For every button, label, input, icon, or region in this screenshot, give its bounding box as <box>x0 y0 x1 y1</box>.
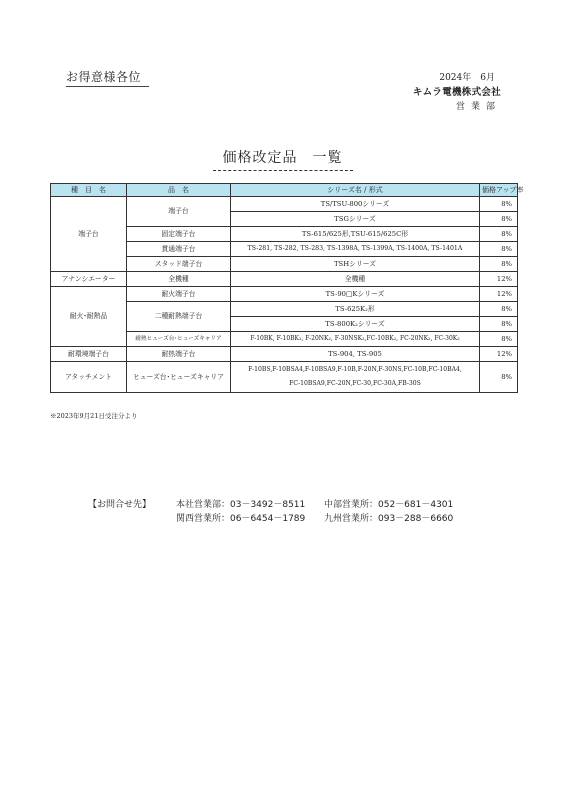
category-cell: 耐環境端子台 <box>51 347 127 362</box>
product-cell: 貫通端子台 <box>127 242 231 257</box>
office-contact: 中部営業所：052－681－4301 <box>324 500 454 510</box>
document-title-text: 価格改定品 一覧 <box>213 147 353 171</box>
contact-label: 【お問合せ先】 <box>88 500 152 510</box>
series-cell: F-10BK, F-10BK₂, F-20NK₂, F-30NSK₂,FC-10BK₂, FC-20NK₂, FC-30K₂ <box>231 332 480 347</box>
series-cell: TS/TSU-800シリーズ <box>231 197 480 212</box>
rate-cell: 12% <box>480 347 518 362</box>
category-cell: アタッチメント <box>51 362 127 393</box>
rate-cell: 8% <box>480 302 518 317</box>
document-title <box>0 147 565 171</box>
department: 営業部 <box>455 102 501 112</box>
office-contact: 九州営業所：093－288－6660 <box>324 514 454 524</box>
rate-cell: 8% <box>480 212 518 227</box>
series-cell: TSHシリーズ <box>231 257 480 272</box>
series-cell: TS-625K₂形 <box>231 302 480 317</box>
category-cell: 端子台 <box>51 197 127 272</box>
table-header-row <box>51 184 518 197</box>
series-cell: TS-281, TS-282, TS-283, TS-1398A, TS-1399A, TS-1400A, TS-1401A <box>231 242 480 257</box>
product-cell: 固定端子台 <box>127 227 231 242</box>
price-revision-table <box>50 183 524 393</box>
table-row <box>51 362 518 393</box>
addressee: お得意様各位 <box>66 68 149 87</box>
series-cell: TS-90□Kシリーズ <box>231 287 480 302</box>
rate-cell: 12% <box>480 287 518 302</box>
header-category: 種 目 名 <box>51 184 127 197</box>
series-line: FC-10BSA9,FC-20N,FC-30,FC-30A,FB-30S <box>289 380 421 387</box>
product-cell: 二種耐熱端子台 <box>127 302 231 332</box>
category-cell: 耐火･耐熱品 <box>51 287 127 347</box>
header-product: 品 名 <box>127 184 231 197</box>
footnote: ※2023年9月21日受注分より <box>50 412 138 420</box>
product-cell: ヒューズ台･ヒューズキャリア <box>127 362 231 393</box>
rate-cell: 8% <box>480 197 518 212</box>
table-row <box>51 287 518 302</box>
company-name: キムラ電機株式会社 <box>412 87 501 98</box>
table-row <box>51 347 518 362</box>
product-cell: 耐火端子台 <box>127 287 231 302</box>
header-rate: 価格アップ率 <box>480 184 518 197</box>
rate-cell: 8% <box>480 227 518 242</box>
series-cell <box>231 362 480 393</box>
table-row <box>51 272 518 287</box>
product-cell: 耐热端子台 <box>127 347 231 362</box>
rate-cell: 8% <box>480 317 518 332</box>
product-cell: スタッド端子台 <box>127 257 231 272</box>
office-contact: 関西営業所：06－6454－1789 <box>176 514 306 524</box>
rate-cell: 8% <box>480 362 518 393</box>
series-cell: TSGシリーズ <box>231 212 480 227</box>
series-cell: TS-800K₂シリーズ <box>231 317 480 332</box>
category-cell: アナンシエーター <box>51 272 127 287</box>
rate-cell: 8% <box>480 332 518 347</box>
rate-cell: 8% <box>480 257 518 272</box>
product-cell: 耐熱ヒューズ台･ヒューズキャリア <box>127 332 231 347</box>
header-series: シリーズ名 / 形式 <box>231 184 480 197</box>
series-cell: TS-904, TS-905 <box>231 347 480 362</box>
product-cell: 端子台 <box>127 197 231 227</box>
office-contact: 本社営業部：03－3492－8511 <box>176 500 306 510</box>
product-cell: 全機種 <box>127 272 231 287</box>
series-cell: TS-615/625形,TSU-615/625C形 <box>231 227 480 242</box>
issue-date: 2024年 6月 <box>439 73 495 83</box>
series-cell: 全機種 <box>231 272 480 287</box>
table-row <box>51 197 518 212</box>
rate-cell: 12% <box>480 272 518 287</box>
series-line: F-10BS,F-10BSA4,F-10BSA9,F-10B,F-20N,F-30NS,FC-10B,FC-10BA4, <box>248 366 462 373</box>
rate-cell: 8% <box>480 242 518 257</box>
